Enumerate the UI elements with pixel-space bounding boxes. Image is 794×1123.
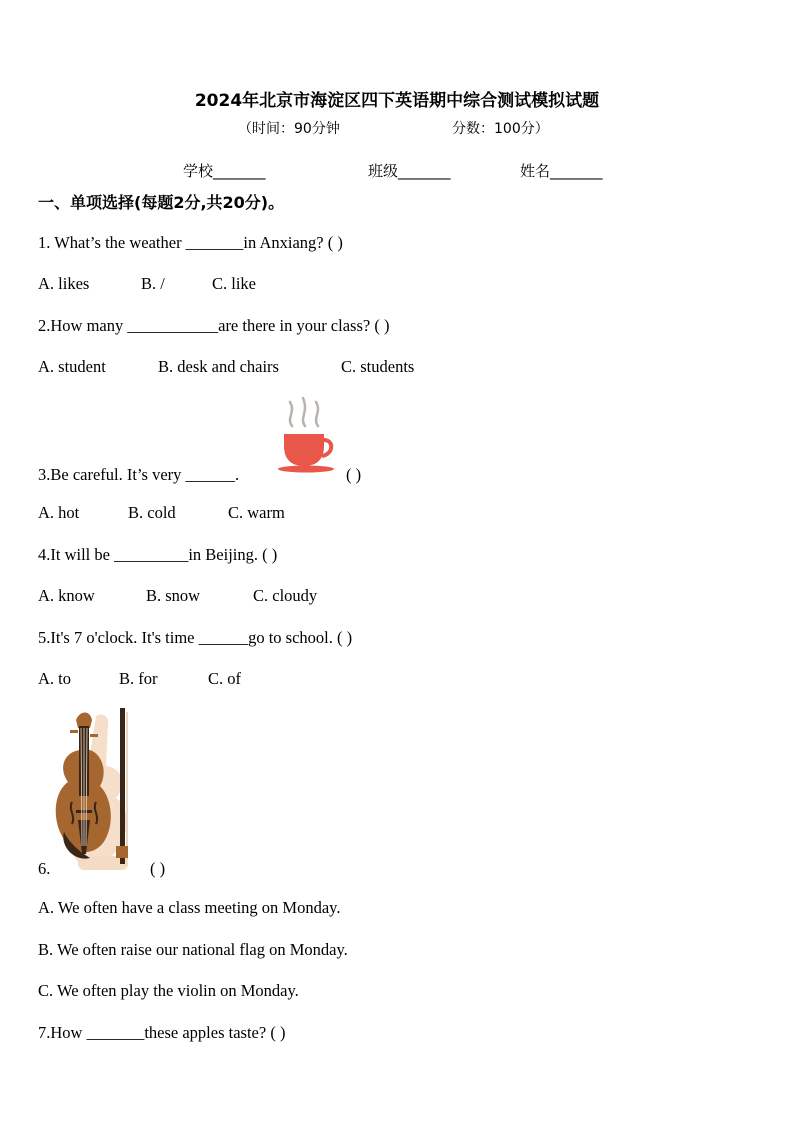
question-1: 1. What’s the weather _______in Anxiang? ( )	[38, 233, 343, 252]
school-field: 学校_______	[183, 162, 266, 180]
q3-option-a: A. hot	[38, 503, 80, 522]
q2-option-a: A. student	[38, 357, 106, 376]
q4-option-c: C. cloudy	[253, 586, 318, 605]
exam-time: （时间：90分钟	[238, 121, 340, 137]
class-field: 班级_______	[368, 162, 451, 180]
q4-option-a: A. know	[38, 586, 95, 605]
q6-answer-paren: ( )	[150, 859, 166, 878]
section-heading: 一、单项选择(每题2分,共20分)。	[38, 193, 285, 212]
exam-score: 分数：100分）	[452, 121, 549, 137]
q5-option-a: A. to	[38, 669, 71, 688]
q4-option-b: B. snow	[146, 586, 201, 605]
q2-option-c: C. students	[341, 357, 415, 376]
question-6-number: 6.	[38, 859, 51, 878]
page-title: 2024年北京市海淀区四下英语期中综合测试模拟试题	[194, 91, 600, 111]
question-2: 2.How many ___________are there in your class? ( )	[38, 316, 390, 335]
q5-option-b: B. for	[119, 669, 158, 688]
q6-option-b: B. We often raise our national flag on Monday.	[38, 940, 348, 959]
q3-option-b: B. cold	[128, 503, 176, 522]
q1-option-b: B. /	[141, 274, 165, 293]
q2-option-b: B. desk and chairs	[158, 357, 279, 376]
violin-icon	[50, 706, 142, 876]
question-5: 5.It's 7 o'clock. It's time ______go to school. ( )	[38, 628, 353, 647]
q5-option-c: C. of	[208, 669, 241, 688]
question-7: 7.How _______these apples taste? ( )	[38, 1023, 286, 1042]
q1-option-a: A. likes	[38, 274, 90, 293]
q1-option-c: C. like	[212, 274, 256, 293]
q3-option-c: C. warm	[228, 503, 285, 522]
question-3: 3.Be careful. It’s very ______.	[38, 465, 240, 484]
name-field: 姓名_______	[520, 162, 603, 180]
q6-option-a: A. We often have a class meeting on Monday.	[38, 898, 341, 917]
hot-coffee-cup-icon	[276, 396, 336, 476]
q3-answer-paren: ( )	[346, 465, 362, 484]
question-4: 4.It will be _________in Beijing. ( )	[38, 545, 278, 564]
q6-option-c: C. We often play the violin on Monday.	[38, 981, 299, 1000]
